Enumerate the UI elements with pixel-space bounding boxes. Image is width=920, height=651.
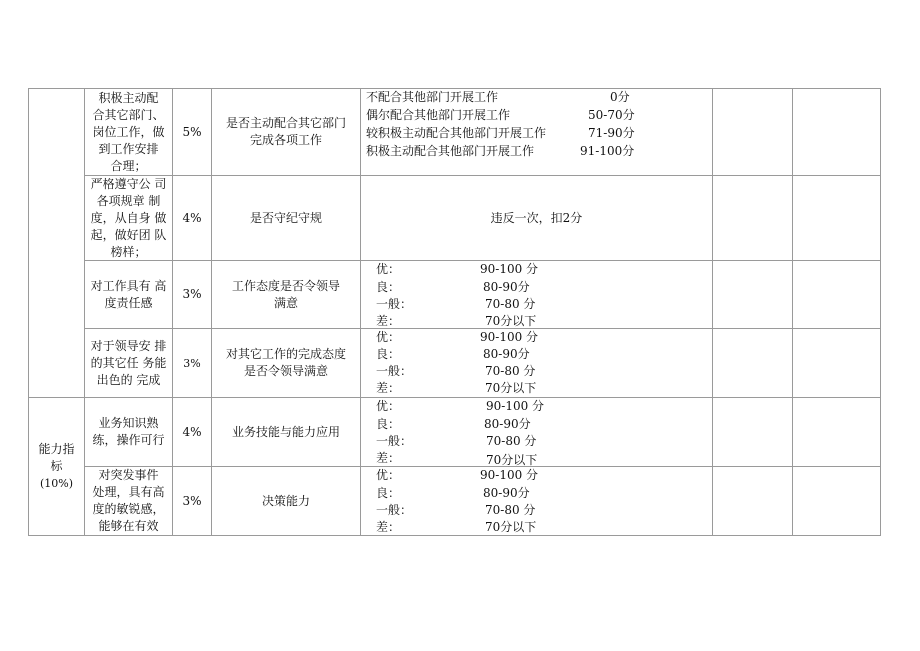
item-line: 练，操作可行: [92, 433, 165, 447]
grade-label: 差：: [376, 451, 401, 465]
item-line: 对于领导安 排: [90, 338, 167, 353]
grade-score: 70分以下: [485, 314, 537, 328]
col-border: [360, 88, 361, 535]
grade-label: 良：: [376, 486, 401, 500]
grade-label: 差：: [376, 520, 401, 534]
standard-line: 完成各项工作: [249, 133, 322, 147]
standard-cell: [212, 176, 360, 260]
table-bottom-border: [28, 535, 881, 536]
category-line: (10%): [39, 477, 74, 490]
scoring-score: 91-100分: [580, 144, 635, 158]
grade-label: 差：: [376, 314, 401, 328]
scoring-cell: 违反一次，扣2分: [490, 210, 583, 225]
item-line: 起，做好团 队: [90, 227, 167, 242]
grade-score: 70-80 分: [486, 434, 537, 448]
grade-label: 优：: [376, 262, 401, 276]
category-cell: [29, 398, 84, 535]
item-cell: [85, 467, 172, 535]
grade-score: 90-100 分: [480, 468, 539, 482]
grade-score: 90-100 分: [480, 330, 539, 344]
standard-line: 业务技能与能力应用: [231, 424, 340, 439]
item-line: 度责任感: [104, 295, 153, 310]
scoring-label: 不配合其他部门开展工作: [366, 90, 499, 104]
scoring-score: 71-90分: [588, 126, 635, 140]
item-line: 合其它部门、: [92, 107, 165, 122]
item-line: 各项规章 制: [96, 193, 161, 208]
grade-score: 80-90分: [483, 347, 530, 361]
item-line: 业务知识熟: [98, 416, 159, 430]
category-line: 能力指: [38, 442, 75, 456]
standard-line: 决策能力: [261, 493, 310, 508]
item-line: 出色的 完成: [96, 372, 161, 387]
item-line: 严格遵守公 司: [90, 176, 167, 191]
scoring-label: 偶尔配合其他部门开展工作: [366, 108, 511, 122]
item-line: 度的敏锐感，: [92, 502, 165, 516]
category-line: 标: [50, 459, 63, 473]
weight-cell: 4%: [182, 210, 202, 225]
standard-cell: [212, 398, 360, 466]
grade-score: 70-80 分: [485, 297, 536, 311]
grade-score: 70分以下: [485, 520, 537, 534]
item-line: 度，从自身 做: [90, 210, 167, 225]
grade-label: 一般：: [376, 297, 413, 311]
grade-label: 优：: [376, 399, 401, 413]
standard-line: 是否守纪守规: [249, 210, 322, 225]
item-cell: [85, 89, 172, 175]
scoring-label: 积极主动配合其他部门开展工作: [366, 144, 535, 158]
weight-cell: 3%: [183, 356, 201, 370]
grade-score: 70-80 分: [485, 503, 536, 517]
weight-cell: 4%: [182, 424, 202, 439]
item-line: 到工作安排: [98, 141, 159, 156]
grade-score: 90-100 分: [486, 399, 545, 413]
grade-score: 80-90分: [483, 280, 530, 294]
standard-line: 满意: [273, 295, 298, 310]
grade-score: 70分以下: [486, 453, 538, 467]
grade-label: 一般：: [376, 503, 413, 517]
standard-line: 是否令领导满意: [243, 364, 328, 378]
standard-line: 对其它工作的完成态度: [225, 347, 346, 361]
grade-score: 90-100 分: [480, 262, 539, 276]
grade-label: 一般：: [376, 434, 413, 448]
weight-cell: 3%: [182, 287, 202, 301]
item-line: 处理，具有高: [92, 485, 165, 499]
item-line: 岗位工作，做: [92, 124, 165, 139]
standard-cell: [212, 261, 360, 328]
grade-score: 80-90分: [484, 417, 531, 431]
item-line: 积极主动配: [98, 90, 159, 105]
grade-label: 一般：: [376, 364, 413, 378]
scoring-score: 50-70分: [588, 108, 635, 122]
item-line: 合理；: [110, 158, 147, 173]
grade-score: 70分以下: [485, 381, 537, 395]
grade-label: 良：: [376, 417, 401, 431]
standard-line: 工作态度是否令领导: [231, 278, 340, 293]
grade-label: 优：: [376, 330, 401, 344]
col-border: [880, 88, 881, 535]
item-cell: [85, 398, 172, 466]
weight-cell: 3%: [182, 493, 202, 508]
item-line: 对工作具有 高: [90, 278, 167, 293]
scoring-score: 0分: [610, 90, 630, 104]
item-line: 榜样；: [110, 244, 147, 259]
grade-label: 优：: [376, 468, 401, 482]
item-line: 的其它任 务能: [90, 355, 167, 370]
col-border: [712, 88, 713, 535]
grade-label: 良：: [376, 347, 401, 361]
col-border: [792, 88, 793, 535]
grade-label: 良：: [376, 280, 401, 294]
grade-score: 80-90分: [483, 486, 530, 500]
standard-cell: [212, 329, 360, 397]
standard-line: 是否主动配合其它部门: [225, 116, 346, 130]
grade-label: 差：: [376, 381, 401, 395]
item-line: 能够在有效: [98, 519, 159, 533]
item-cell: [85, 261, 172, 328]
standard-cell: [212, 89, 360, 175]
item-line: 对突发事件: [98, 468, 159, 482]
scoring-label: 较积极主动配合其他部门开展工作: [366, 126, 547, 140]
weight-cell: 5%: [182, 124, 202, 139]
grade-score: 70-80 分: [485, 364, 536, 378]
item-cell: [85, 329, 172, 397]
item-cell: [85, 176, 172, 260]
standard-cell: [212, 467, 360, 535]
